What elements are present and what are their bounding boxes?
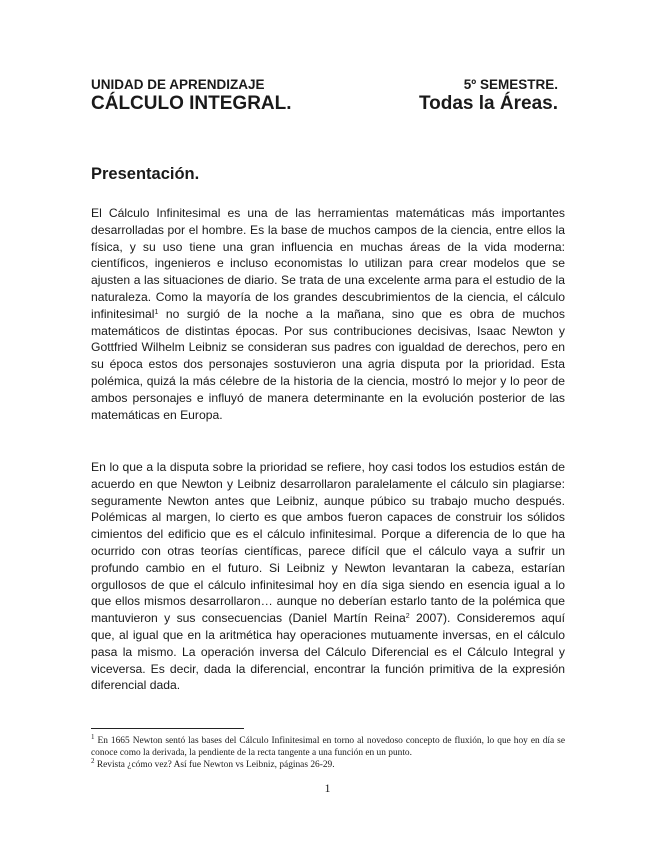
- footnote-2: [91, 759, 565, 771]
- footnote-ref-2[interactable]: 2: [405, 613, 410, 621]
- footnote-1-text: En 1665 Newton sentó las bases del Cálculo Infinitesimal en torno al novedoso concepto de fluxión, lo que hoy en día se conoce como la derivada, la pendiente de la recta tangente a una función en un punto.: [91, 736, 565, 758]
- paragraph-2-text-b: 2007). Consideremos aquí que, al igual que en la aritmética hay operaciones mutuamente inversas, en el cálculo pasa la mismo. La operación inversa del Cálculo Diferencial es el Cálculo Integral y viceversa. Es decir, dada la diferencial, encontrar la función primitiva de la expresión diferencial dada.: [91, 611, 565, 693]
- paragraph-2: [91, 459, 565, 694]
- paragraph-2-text-a: En lo que a la disputa sobre la prioridad se refiere, hoy casi todos los estudios están de acuerdo en que Newton y Leibniz desarrollaron paralelamente el cálculo sin plagiarse: seguramente Newton antes que Leibniz, aunque púbico su trabajo mucho después. Polémicas al margen, lo cierto es que ambos fueron capaces de construir los sólidos cimientos del edificio que es el cálculo infinitesimal. Porque a diferencia de lo que ha ocurrido con otras teorías científicas, parece difícil que el cálculo vaya a sufrir un profundo cambio en el futuro. Si Leibniz y Newton levantaran la cabeza, estarían orgullosos de que el cálculo infinitesimal hoy en día siga siendo en esencia igual a lo que ellos mismos desarrollaron… aunque no deberían estarlo tanto de la polémica que mantuvieron y sus consecuencias (Daniel Martín Reina: [91, 460, 565, 626]
- paragraph-1-text-a: El Cálculo Infinitesimal es una de las herramientas matemáticas más importantes desarrolladas por el hombre. Es la base de muchos campos de la ciencia, entre ellos la física, y su uso tiene una gran influencia en muchas áreas de la vida moderna: científicos, ingenieros e incluso economistas lo utilizan para crear modelos que se ajusten a las situaciones de diario. Se trata de una excelente arma para el estudio de la naturaleza. Como la mayoría de los grandes descubrimientos de la ciencia, el cálculo infinitesimal: [91, 206, 565, 321]
- footnote-1: [91, 735, 565, 759]
- unit-label: UNIDAD DE APRENDIZAJE: [91, 77, 265, 92]
- footnote-mark-2: 2: [91, 757, 95, 765]
- section-title: Presentación.: [91, 165, 200, 183]
- semester-label: 5º SEMESTRE.: [463, 77, 558, 92]
- paragraph-1-text-b: no surgió de la noche a la mañana, sino que es obra de muchos matemáticos de distintas épocas. Por sus contribuciones decisivas, Isaac Newton y Gottfried Wilhelm Leibniz se consideran sus padres con igualdad de derechos, pero en su época estos dos personajes sostuvieron una agria disputa por la prioridad. Esta polémica, quizá la más célebre de la historia de la ciencia, mostró lo mejor y lo peor de ambos personajes e influyó de manera determinante en la evolución posterior de las matemáticas en Europa.: [91, 306, 565, 422]
- footnote-ref-1[interactable]: 1: [154, 308, 159, 316]
- footnote-mark-1: 1: [91, 733, 95, 741]
- footnote-divider: [91, 728, 244, 729]
- paragraph-1: [91, 205, 565, 423]
- areas-label: Todas la Áreas.: [418, 93, 558, 114]
- footnote-2-text: Revista ¿cómo vez? Así fue Newton vs Leibniz, páginas 26-29.: [94, 760, 335, 770]
- page-number: 1: [324, 781, 331, 795]
- course-title: CÁLCULO INTEGRAL.: [91, 93, 292, 114]
